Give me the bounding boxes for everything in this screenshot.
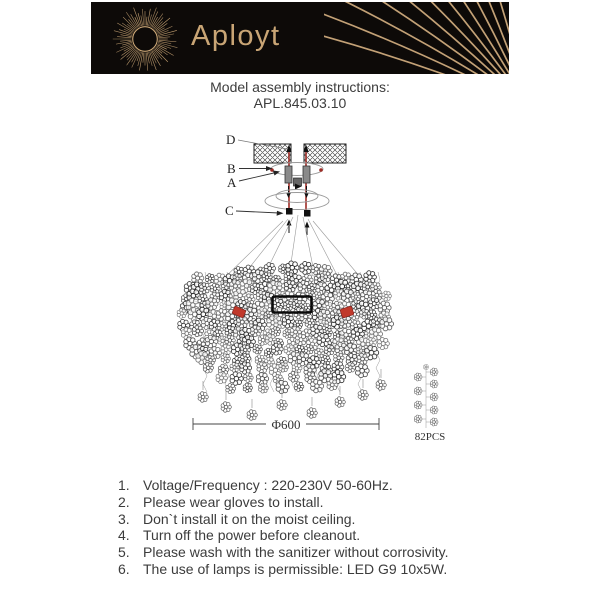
- bead-strand-detail: [414, 364, 438, 428]
- instruction-text: The use of lamps is permissible: LED G9 10x5W.: [143, 560, 448, 577]
- instruction-number: 3.: [118, 510, 130, 527]
- instruction-item: [118, 494, 538, 511]
- instruction-text: Voltage/Frequency : 220-230V 50-60Hz.: [143, 477, 393, 493]
- instruction-item: [118, 561, 538, 578]
- label-a: A: [227, 175, 237, 190]
- instruction-number: 5.: [118, 544, 130, 561]
- model-number: APL.845.03.10: [253, 95, 347, 111]
- instruction-text: Please wash with the sanitizer without corrosivity.: [143, 544, 449, 561]
- ceiling-section: [254, 144, 346, 163]
- brand-name: Aployt: [191, 20, 281, 52]
- page-title: Model assembly instructions:: [210, 79, 390, 95]
- instruction-item: [118, 477, 538, 494]
- instruction-number: 2.: [118, 493, 130, 510]
- pcs-label: 82PCS: [414, 431, 446, 443]
- instruction-item: [118, 527, 538, 544]
- mounting-plate: [270, 163, 323, 176]
- instruction-number: 6.: [118, 560, 130, 577]
- chandelier-body: [177, 261, 393, 420]
- label-d: D: [226, 132, 236, 147]
- ceiling-canopy: [265, 190, 329, 210]
- instruction-item: [118, 511, 538, 528]
- wire-connectors: [286, 208, 311, 235]
- instruction-text: Don`t install it on the moist ceiling.: [143, 510, 356, 527]
- instruction-text: Turn off the power before cleanout.: [143, 527, 361, 544]
- diameter-label: Φ600: [271, 417, 301, 432]
- instruction-item: [118, 544, 538, 561]
- instruction-text: Please wear gloves to install.: [143, 493, 324, 510]
- label-b: B: [227, 161, 236, 176]
- instruction-number: 4.: [118, 527, 130, 544]
- instruction-list: [118, 477, 538, 578]
- label-c: C: [225, 203, 234, 218]
- instruction-number: 1.: [118, 477, 130, 493]
